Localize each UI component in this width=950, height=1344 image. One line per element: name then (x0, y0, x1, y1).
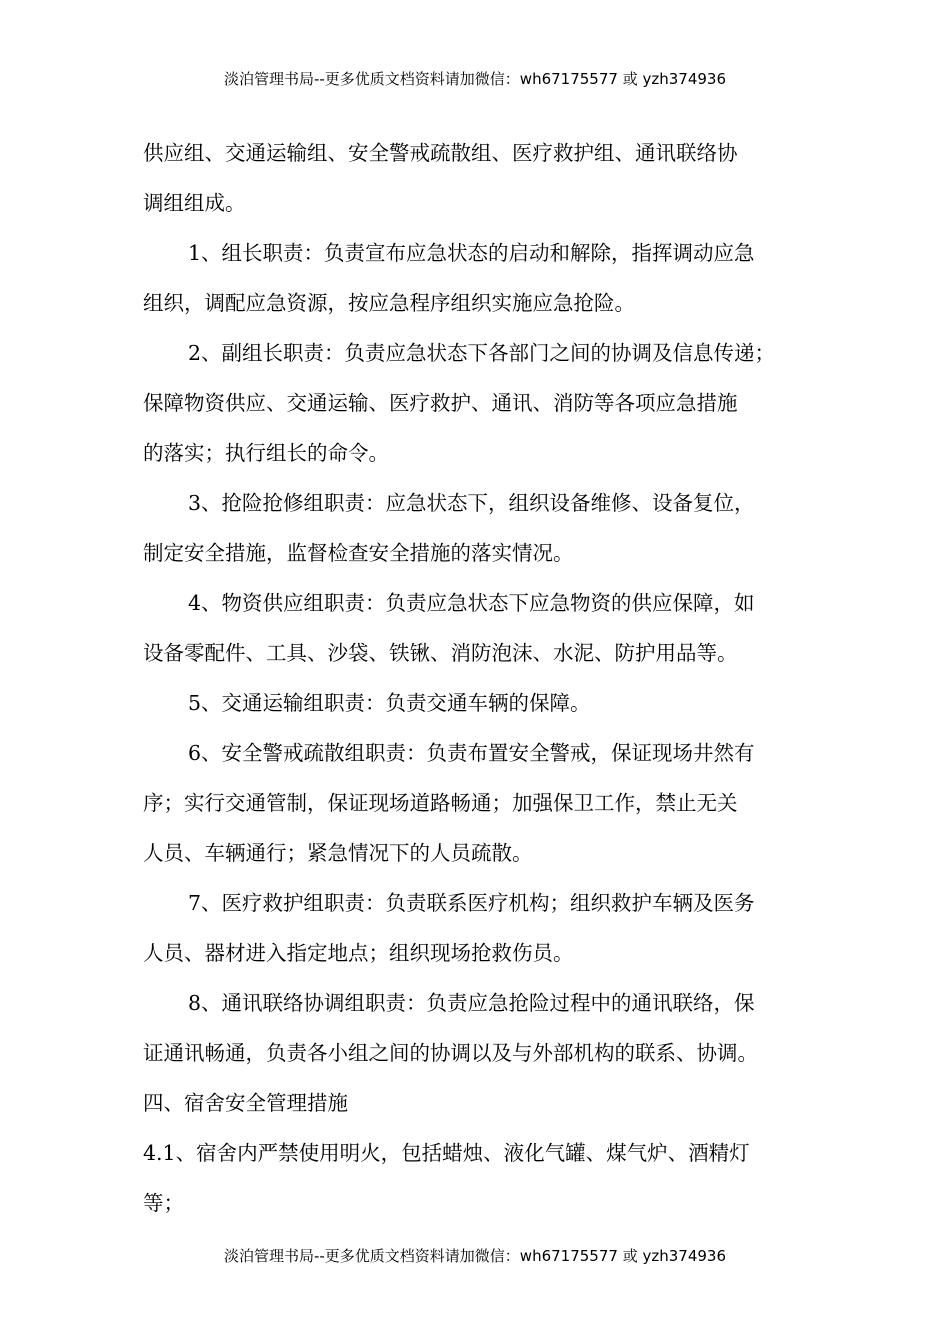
text-line: 设备零配件、工具、沙袋、铁锹、消防泡沫、水泥、防护用品等。 (143, 641, 738, 665)
page-header: 淡泊管理书局--更多优质文档资料请加微信：wh67175577 或 yzh374936 (223, 70, 726, 88)
paragraph-start: 5、交通运输组职责：负责交通车辆的保障。 (188, 691, 591, 715)
text-line: 人员、车辆通行；紧急情况下的人员疏散。 (143, 841, 533, 865)
text-line: 供应组、交通运输组、安全警戒疏散组、医疗救护组、通讯联络协 (143, 141, 738, 165)
text-line: 的落实；执行组长的命令。 (143, 441, 389, 465)
paragraph-start: 7、医疗救护组职责：负责联系医疗机构；组织救护车辆及医务 (188, 891, 755, 915)
text-line: 人员、器材进入指定地点；组织现场抢救伤员。 (143, 941, 574, 965)
section-heading: 四、宿舍安全管理措施 (143, 1091, 348, 1115)
text-line: 制定安全措施，监督检查安全措施的落实情况。 (143, 541, 574, 565)
paragraph-start: 1、组长职责：负责宣布应急状态的启动和解除，指挥调动应急 (188, 241, 755, 265)
text-line: 证通讯畅通，负责各小组之间的协调以及与外部机构的联系、协调。 (143, 1041, 758, 1065)
page-footer: 淡泊管理书局--更多优质文档资料请加微信：wh67175577 或 yzh374936 (223, 1247, 726, 1265)
text-line: 4.1、宿舍内严禁使用明火，包括蜡烛、液化气罐、煤气炉、酒精灯 (143, 1141, 750, 1165)
text-line: 保障物资供应、交通运输、医疗救护、通讯、消防等各项应急措施 (143, 391, 738, 415)
text-line: 调组组成。 (143, 191, 246, 215)
text-line: 等； (143, 1191, 184, 1215)
text-line: 序；实行交通管制，保证现场道路畅通；加强保卫工作，禁止无关 (143, 791, 738, 815)
paragraph-start: 8、通讯联络协调组职责：负责应急抢险过程中的通讯联络，保 (188, 991, 755, 1015)
paragraph-start: 4、物资供应组职责：负责应急状态下应急物资的供应保障，如 (188, 591, 755, 615)
paragraph-start: 6、安全警戒疏散组职责：负责布置安全警戒，保证现场井然有 (188, 741, 755, 765)
text-line: 组织，调配应急资源，按应急程序组织实施应急抢险。 (143, 291, 635, 315)
paragraph-start: 2、副组长职责：负责应急状态下各部门之间的协调及信息传递； (188, 341, 776, 365)
paragraph-start: 3、抢险抢修组职责：应急状态下，组织设备维修、设备复位， (188, 491, 755, 515)
document-body (143, 128, 815, 1228)
